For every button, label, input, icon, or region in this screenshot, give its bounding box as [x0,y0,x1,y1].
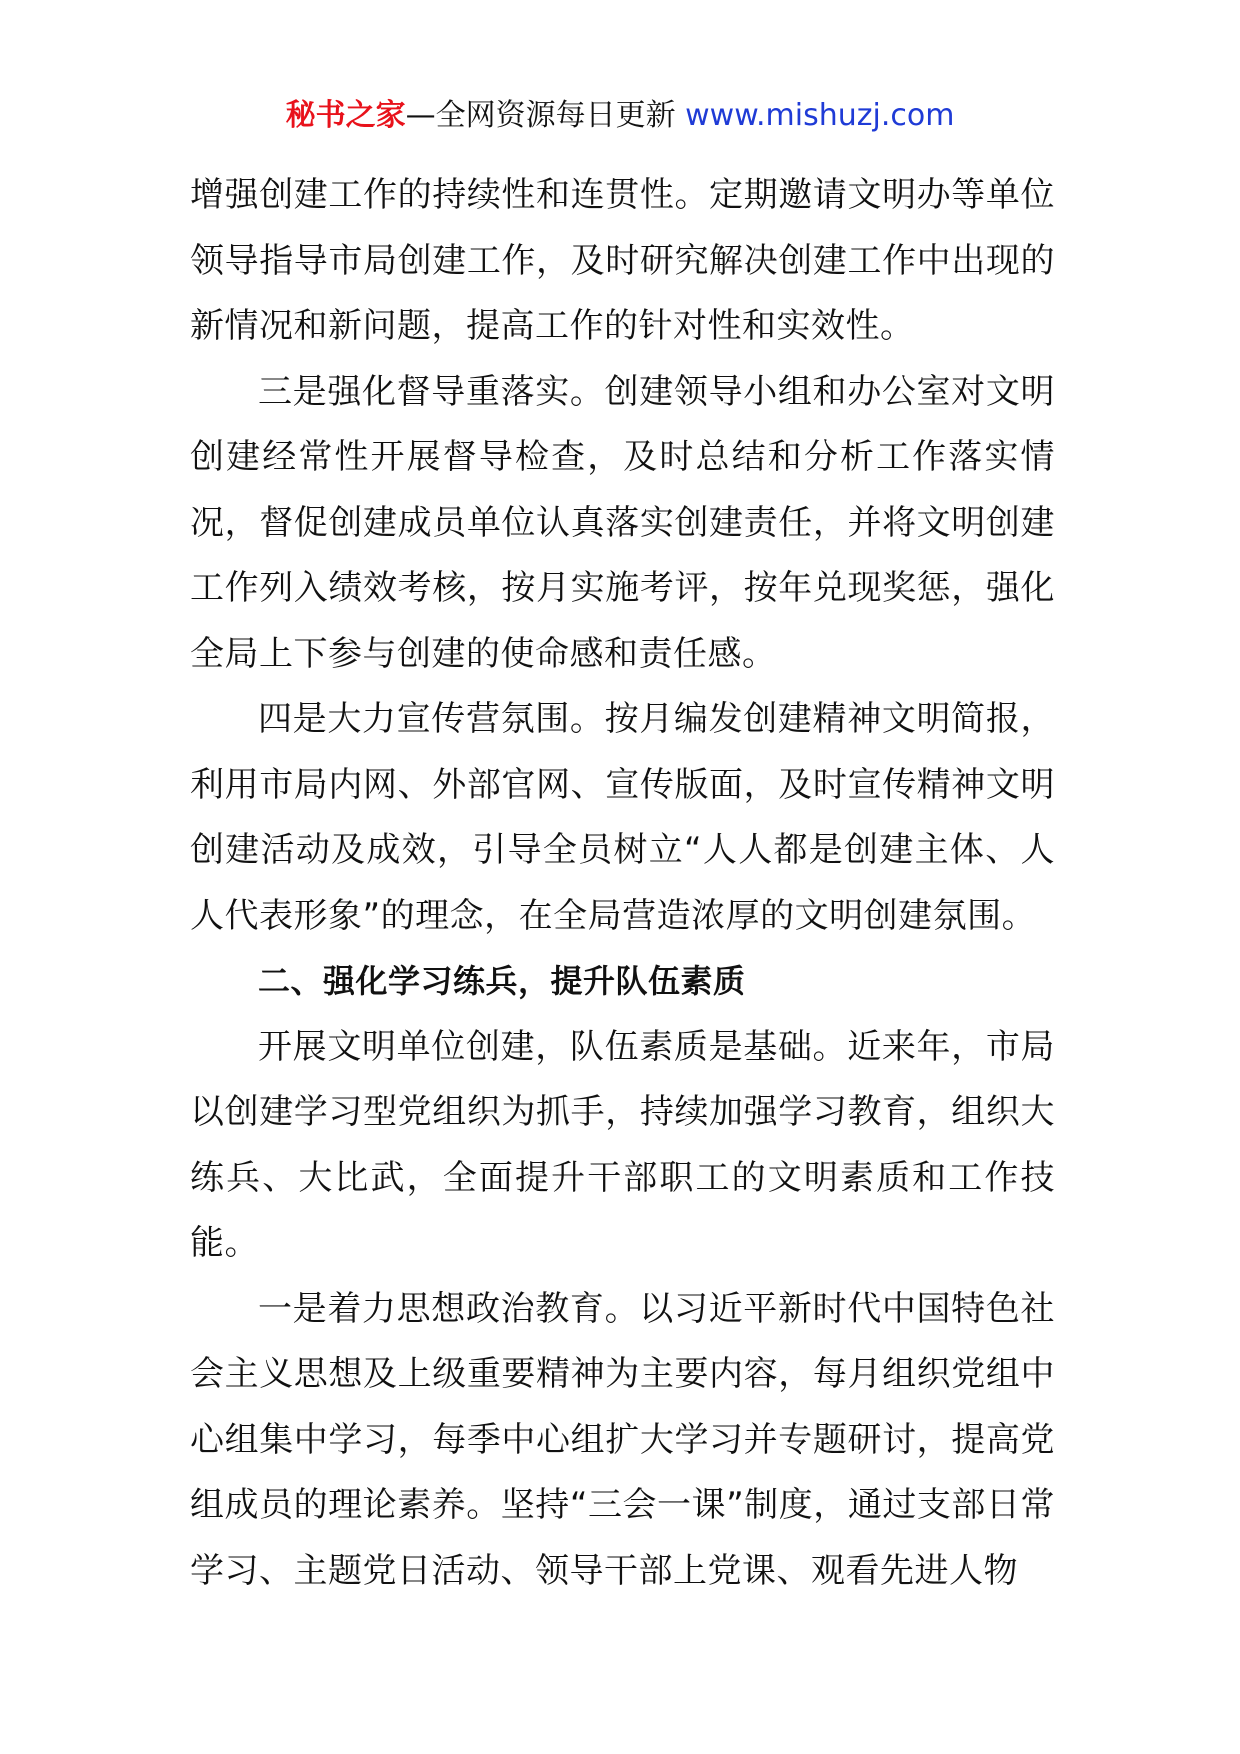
paragraph-team-quality: 开展文明单位创建，队伍素质是基础。近来年，市局以创建学习型党组织为抓手，持续加强学习教育，组织大练兵、大比武，全面提升干部职工的文明素质和工作技能。 [190,1026,1055,1263]
section-heading: 二、强化学习练兵，提升队伍素质 [258,962,746,1000]
site-url-link[interactable]: www.mishuzj.com [685,98,955,133]
paragraph-publicity: 四是大力宣传营氛围。按月编发创建精神文明简报，利用市局内网、外部官网、宣传版面，及时宣传精神文明创建活动及成效，引导全员树立“人人都是创建主体、人人代表形象”的理念，在全局营造浓厚的文明创建氛围。 [190,699,1055,936]
paragraph-continued: 增强创建工作的持续性和连贯性。定期邀请文明办等单位领导指导市局创建工作，及时研究解决创建工作中出现的新情况和新问题，提高工作的针对性和实效性。 [190,175,1055,346]
document-body [190,163,1055,1604]
brand-name: 秘书之家 [285,98,406,133]
paragraph-political-education: 一是着力思想政治教育。以习近平新时代中国特色社会主义思想及上级重要精神为主要内容，每月组织党组中心组集中学习，每季中心组扩大学习并专题研讨，提高党组成员的理论素养。坚持“三会一课”制度，通过支部日常学习、主题党日活动、领导干部上党课、观看先进人物 [190,1288,1055,1591]
header-tagline: —全网资源每日更新 [405,98,686,133]
paragraph-supervision: 三是强化督导重落实。创建领导小组和办公室对文明创建经常性开展督导检查，及时总结和分析工作落实情况，督促创建成员单位认真落实创建责任，并将文明创建工作列入绩效考核，按月实施考评，按年兑现奖惩，强化全局上下参与创建的使命感和责任感。 [190,371,1055,674]
page-header [0,96,1240,136]
